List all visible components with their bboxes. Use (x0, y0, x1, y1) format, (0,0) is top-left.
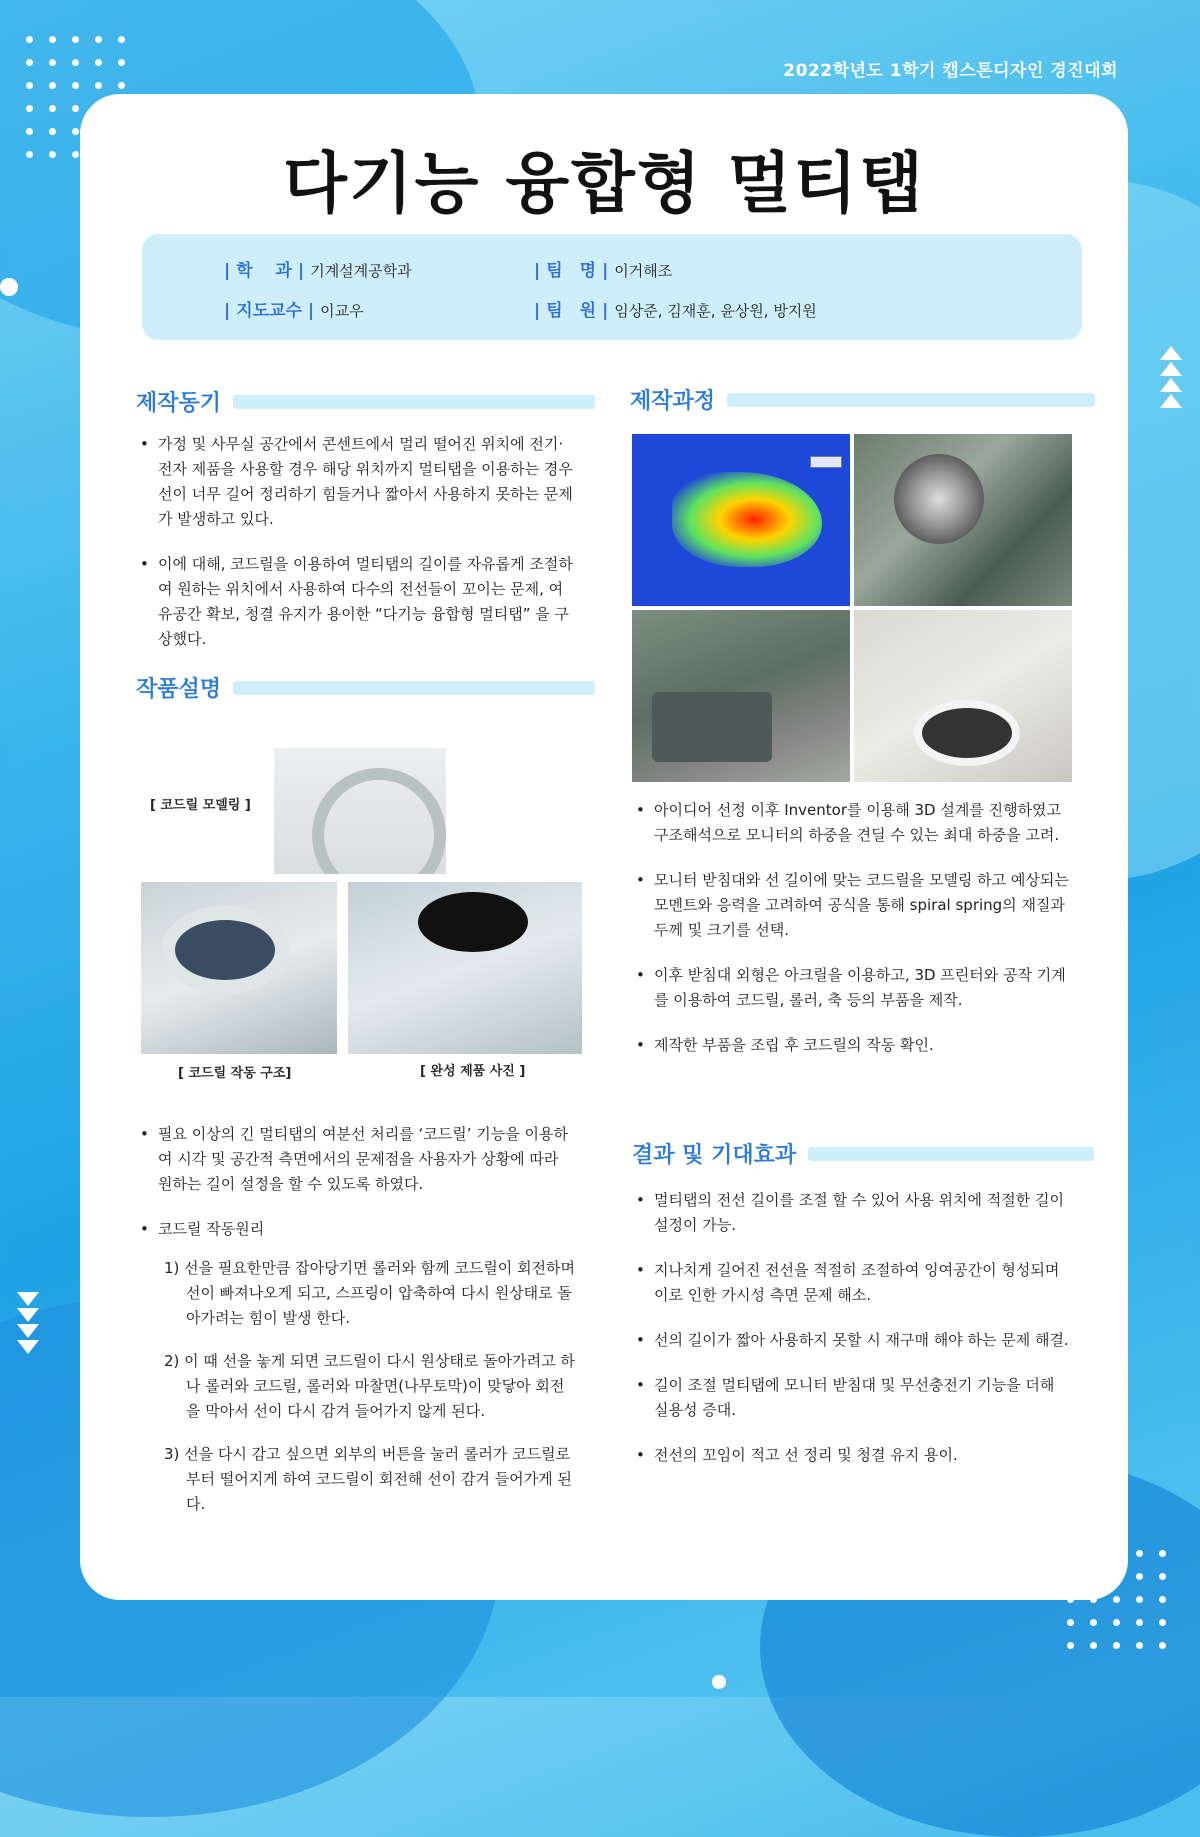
step-item: 1) 선을 필요한만큼 잡아당기면 롤러와 함께 코드릴이 회전하며 선이 빠져나오게 되고, 스프링이 압축하여 다시 원상태로 돌아가려는 힘이 발생 한다. (164, 1259, 576, 1327)
info-advisor: | 지도교수 | 이교우 (224, 301, 364, 321)
cordreel-structure-image (141, 882, 337, 1054)
poster-card (80, 94, 1128, 1600)
poster-title: 다기능 융합형 멀티탭 (283, 145, 925, 222)
motivation-text (136, 432, 576, 672)
list-item: • 필요 이상의 긴 멀티탭의 여분선 처리를 ‘코드릴’ 기능을 이용하여 시각 및 공간적 측면에서의 문제점을 사용자가 상황에 따라 원하는 길이 설정을 할 수 있도록 하였다. (136, 1122, 576, 1197)
cordreel-model-image (274, 748, 446, 874)
assembly-image (854, 610, 1072, 782)
list-item: • 가정 및 사무실 공간에서 콘센트에서 멀리 떨어진 위치에 전기·전자 제품을 사용할 경우 해당 위치까지 멀티탭을 이용하는 경우 선이 너무 길어 정리하기 힘들거나 짧아서 사용하지 못하는 문제가 발생하고 있다. (136, 432, 576, 532)
process-text (632, 798, 1072, 1078)
list-item: • 전선의 꼬임이 적고 선 정리 및 청결 유지 용이. (632, 1443, 1072, 1468)
process-heading: 제작과정 (630, 384, 1095, 415)
up-arrows-icon (1160, 346, 1182, 408)
caption-structure: [ 코드릴 작동 구조] (178, 1066, 292, 1081)
list-item: • 선의 길이가 짧아 사용하지 못할 시 재구매 해야 하는 문제 해결. (632, 1328, 1072, 1353)
list-item: • 멀티탭의 전선 길이를 조절 할 수 있어 사용 위치에 적절한 길이 설정이 가능. (632, 1188, 1072, 1238)
structural-analysis-image (632, 434, 850, 606)
info-box (142, 234, 1082, 340)
decorative-dot (0, 278, 18, 296)
list-item: • 코드릴 작동원리 (136, 1217, 576, 1242)
decorative-dot (712, 1675, 726, 1689)
list-item: • 길이 조절 멀티탭에 모니터 받침대 및 무선충전기 기능을 더해 실용성 증대. (632, 1373, 1072, 1423)
list-item: • 모니터 받침대와 선 길이에 맞는 코드릴을 모델링 하고 예상되는 모멘트와 응력을 고려하여 공식을 통해 spiral spring의 재질과 두께 및 크기를 선택. (632, 868, 1072, 943)
list-item: • 지나치게 길어진 전선을 적절히 조절하여 잉여공간이 형성되며 이로 인한 가시성 측면 문제 해소. (632, 1258, 1072, 1308)
milling-machine-image (632, 610, 850, 782)
step-item: 3) 선을 다시 감고 싶으면 외부의 버튼을 눌러 롤러가 코드릴로부터 떨어지게 하여 코드릴이 회전해 선이 감겨 들어가게 된다. (164, 1445, 572, 1513)
list-item: • 이후 받침대 외형은 아크릴을 이용하고, 3D 프린터와 공작 기계를 이용하여 코드릴, 롤러, 축 등의 부품을 제작. (632, 963, 1072, 1013)
results-heading: 결과 및 기대효과 (632, 1138, 1094, 1169)
description-heading: 작품설명 (136, 672, 595, 703)
step-item: 2) 이 때 선을 놓게 되면 코드릴이 다시 원상태로 돌아가려고 하나 롤러와 코드릴, 롤러와 마찰면(나무토막)이 맞닿아 회전을 막아서 선이 다시 감겨 들어가지 않게 된다. (164, 1352, 575, 1420)
list-item: • 제작한 부품을 조립 후 코드릴의 작동 확인. (632, 1033, 1072, 1058)
description-text (136, 1122, 576, 1535)
list-item: • 아이디어 선정 이후 Inventor를 이용해 3D 설계를 진행하였고 구조해석으로 모니터의 하중을 견딜 수 있는 최대 하중을 고려. (632, 798, 1072, 848)
down-arrows-icon (17, 1292, 39, 1354)
motivation-heading: 제작동기 (136, 386, 595, 417)
lathe-image (854, 434, 1072, 606)
caption-modeling: [ 코드릴 모델링 ] (150, 798, 251, 813)
caption-finished: [ 완성 제품 사진 ] (420, 1064, 526, 1079)
info-members: | 팀 원 | 임상준, 김재훈, 윤상원, 방지원 (534, 301, 817, 321)
contest-name: 2022학년도 1학기 캡스톤디자인 경진대회 (783, 61, 1118, 81)
results-text (632, 1188, 1072, 1488)
info-team: | 팀 명 | 이거해조 (534, 261, 673, 281)
finished-product-image (348, 882, 582, 1054)
list-item: • 이에 대해, 코드릴을 이용하여 멀티탭의 길이를 자유롭게 조절하여 원하는 위치에서 사용하여 다수의 전선들이 꼬이는 문제, 여유공간 확보, 청결 유지가 용이한 “다기능 융합형 멀티탭” 을 구상했다. (136, 552, 576, 652)
info-department: | 학 과 | 기계설계공학과 (224, 261, 412, 281)
